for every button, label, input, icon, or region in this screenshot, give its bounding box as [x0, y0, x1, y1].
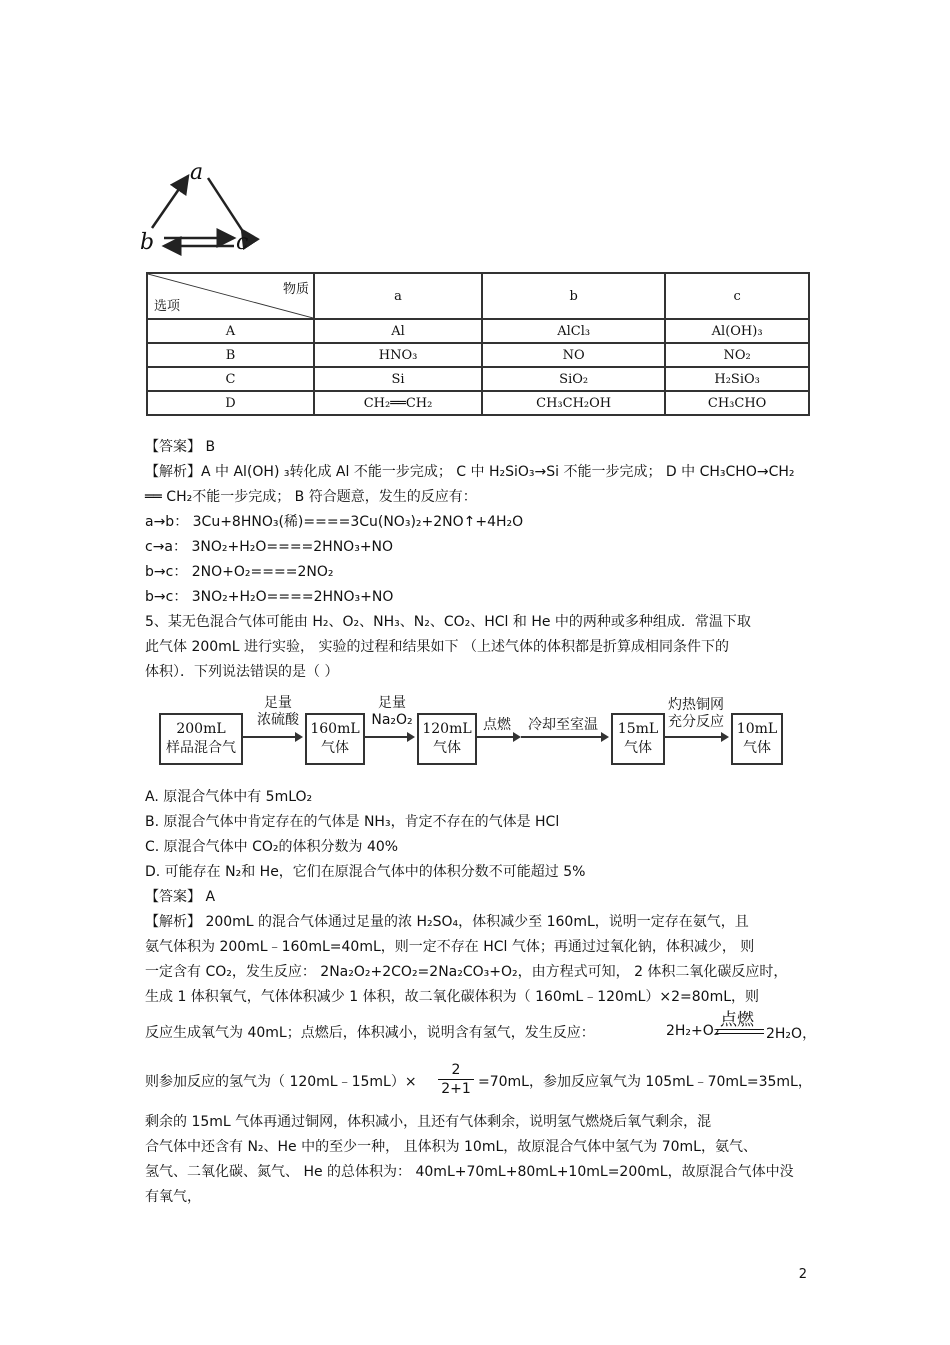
equation-left: 2H₂+O₂ [666, 1023, 720, 1039]
equation-condition: 点燃 [720, 1010, 754, 1030]
options-table [146, 272, 810, 416]
q4-reaction: c→a： 3NO₂+H₂O====2HNO₃+NO [145, 539, 394, 555]
flow-step-na2o2 [367, 695, 417, 729]
flow-step-line: 充分反应 [668, 714, 724, 730]
q4-analysis-line: ══ CH₂不能一步完成； B 符合题意，发生的反应有： [145, 489, 477, 505]
q5-stem-line: 此气体 200mL 进行实验， 实验的过程和结果如下 （上述气体的体积都是折算成相同条件下的 [145, 639, 729, 655]
fraction-denominator: 2+1 [438, 1079, 474, 1098]
flow-step-cool: 冷却至室温 [528, 717, 598, 733]
cell-c: CH₃CHO [665, 391, 809, 415]
flow-arrow [521, 736, 607, 738]
cell-b: AlCl₃ [482, 319, 665, 343]
table-row [147, 319, 809, 343]
cell-a: Al [314, 319, 482, 343]
flow-chart [155, 695, 785, 770]
flow-step-line: 足量 [378, 695, 406, 711]
cell-b: NO [482, 343, 665, 367]
flow-box-line: 气体 [624, 740, 652, 756]
flow-box-line: 10mL [736, 721, 778, 737]
cell-a: HNO₃ [314, 343, 482, 367]
flow-box-line: 15mL [617, 721, 659, 737]
q5-option-c: C. 原混合气体中 CO₂的体积分数为 40% [145, 839, 399, 855]
q4-answer: 【答案】 B [145, 439, 216, 455]
flow-box-line: 200mL [176, 721, 226, 737]
fraction-numerator: 2 [451, 1062, 461, 1078]
q5-analysis-line: 反应生成氧气为 40mL；点燃后，体积减小，说明含有氢气，发生反应： [145, 1025, 595, 1041]
q5-option-b: B. 原混合气体中肯定存在的气体是 NH₃，肯定不存在的气体是 HCl [145, 814, 560, 830]
header-col-b: b [482, 273, 665, 319]
flow-box-120 [417, 713, 477, 765]
header-substance: 物质 [282, 281, 309, 296]
q5-stem-line: 5、某无色混合气体可能由 H₂、O₂、NH₃、N₂、CO₂、HCl 和 He 中的两种或多种组成．常温下取 [145, 614, 751, 630]
flow-box-15 [611, 713, 665, 765]
q5-analysis-line: 剩余的 15mL 气体再通过铜网，体积减小，且还有气体剩余，说明氢气燃烧后氧气剩余，混 [145, 1114, 712, 1130]
option-cell: A [147, 319, 314, 343]
flow-arrow [663, 736, 727, 738]
q5-analysis-line: 则参加反应的氢气为（ 120mL﹣15mL）× [145, 1074, 417, 1090]
q5-analysis-line: 氢气、二氧化碳、氮气、 He 的总体积为： 40mL+70mL+80mL+10mL=200mL，故原混合气体中没 [145, 1164, 794, 1180]
cell-a: CH₂══CH₂ [314, 391, 482, 415]
q5-option-d: D. 可能存在 N₂和 He，它们在原混合气体中的体积分数不可能超过 5% [145, 864, 586, 880]
table-row [147, 343, 809, 367]
flow-step-copper [663, 697, 729, 731]
flow-step-line: Na₂O₂ [371, 712, 413, 728]
option-cell: D [147, 391, 314, 415]
flow-arrow [477, 736, 519, 738]
triangle-label-c: c [236, 230, 249, 255]
cell-b: CH₃CH₂OH [482, 391, 665, 415]
flow-box-160 [305, 713, 365, 765]
flow-box-line: 160mL [310, 721, 360, 737]
q5-analysis-line: 氨气体积为 200mL﹣160mL=40mL，则一定不存在 HCl 气体；再通过过氧化钠，体积减少， 则 [145, 939, 755, 955]
triangle-label-b: b [140, 230, 155, 255]
q5-analysis-line: 生成 1 体积氧气，气体体积减少 1 体积，故二氧化碳体积为（ 160mL﹣120mL）×2=80mL，则 [145, 989, 760, 1005]
header-option: 选项 [154, 298, 181, 313]
page-number: 2 [798, 1267, 807, 1282]
q5-analysis-line: 一定含有 CO₂，发生反应： 2Na₂O₂+2CO₂=2Na₂CO₃+O₂，由方程式可知， 2 体积二氧化碳反应时， [145, 964, 788, 980]
header-col-c: c [665, 273, 809, 319]
flow-step-line: 灼热铜网 [668, 697, 724, 713]
cell-b: SiO₂ [482, 367, 665, 391]
ignition-equation [666, 1005, 817, 1045]
option-cell: C [147, 367, 314, 391]
flow-box-line: 气体 [321, 740, 349, 756]
flow-box-line: 气体 [743, 740, 771, 756]
q5-option-a: A. 原混合气体中有 5mLO₂ [145, 789, 313, 805]
header-col-a: a [314, 273, 482, 319]
flow-box-line: 样品混合气 [166, 740, 236, 756]
flow-arrow [243, 736, 301, 738]
triangle-diagram [140, 160, 260, 260]
table-row [147, 367, 809, 391]
cell-a: Si [314, 367, 482, 391]
cell-c: H₂SiO₃ [665, 367, 809, 391]
flow-arrow [365, 736, 413, 738]
flow-step-line: 足量 [264, 695, 292, 711]
q4-analysis-line: 【解析】A 中 Al(OH) ₃转化成 Al 不能一步完成； C 中 H₂SiO₃→Si 不能一步完成； D 中 CH₃CHO→CH₂ [145, 464, 795, 480]
cell-c: Al(OH)₃ [665, 319, 809, 343]
flow-box-10 [731, 713, 783, 765]
table-corner-cell [147, 273, 314, 319]
q5-stem-line: 体积）．下列说法错误的是（ ） [145, 664, 339, 680]
table-header-row [147, 273, 809, 319]
equation-right: 2H₂O， [766, 1026, 817, 1042]
q4-reaction: b→c： 2NO+O₂====2NO₂ [145, 564, 334, 580]
q5-answer: 【答案】 A [145, 889, 216, 905]
flow-box-line: 气体 [433, 740, 461, 756]
q5-analysis-line: 有氧气， [145, 1189, 201, 1205]
flow-box-sample [159, 713, 243, 765]
flow-step-sulfuric [251, 695, 305, 729]
equation-double-line [716, 1029, 764, 1034]
flow-box-line: 120mL [422, 721, 472, 737]
q4-reaction: a→b： 3Cu+8HNO₃(稀)====3Cu(NO₃)₂+2NO↑+4H₂O [145, 514, 524, 530]
table-row [147, 391, 809, 415]
q4-reaction: b→c： 3NO₂+H₂O====2HNO₃+NO [145, 589, 394, 605]
q5-analysis-line: =70mL，参加反应氧气为 105mL﹣70mL=35mL， [478, 1074, 812, 1090]
option-cell: B [147, 343, 314, 367]
fraction [438, 1061, 474, 1098]
triangle-label-a: a [190, 160, 204, 185]
flow-step-line: 浓硫酸 [257, 712, 299, 728]
q5-analysis-line: 【解析】 200mL 的混合气体通过足量的浓 H₂SO₄，体积减少至 160mL，说明一定存在氨气，且 [145, 914, 749, 930]
cell-c: NO₂ [665, 343, 809, 367]
flow-step-ignite: 点燃 [483, 717, 511, 733]
q5-analysis-line: 合气体中还含有 N₂、He 中的至少一种， 且体积为 10mL，故原混合气体中氢气为 70mL，氨气、 [145, 1139, 757, 1155]
